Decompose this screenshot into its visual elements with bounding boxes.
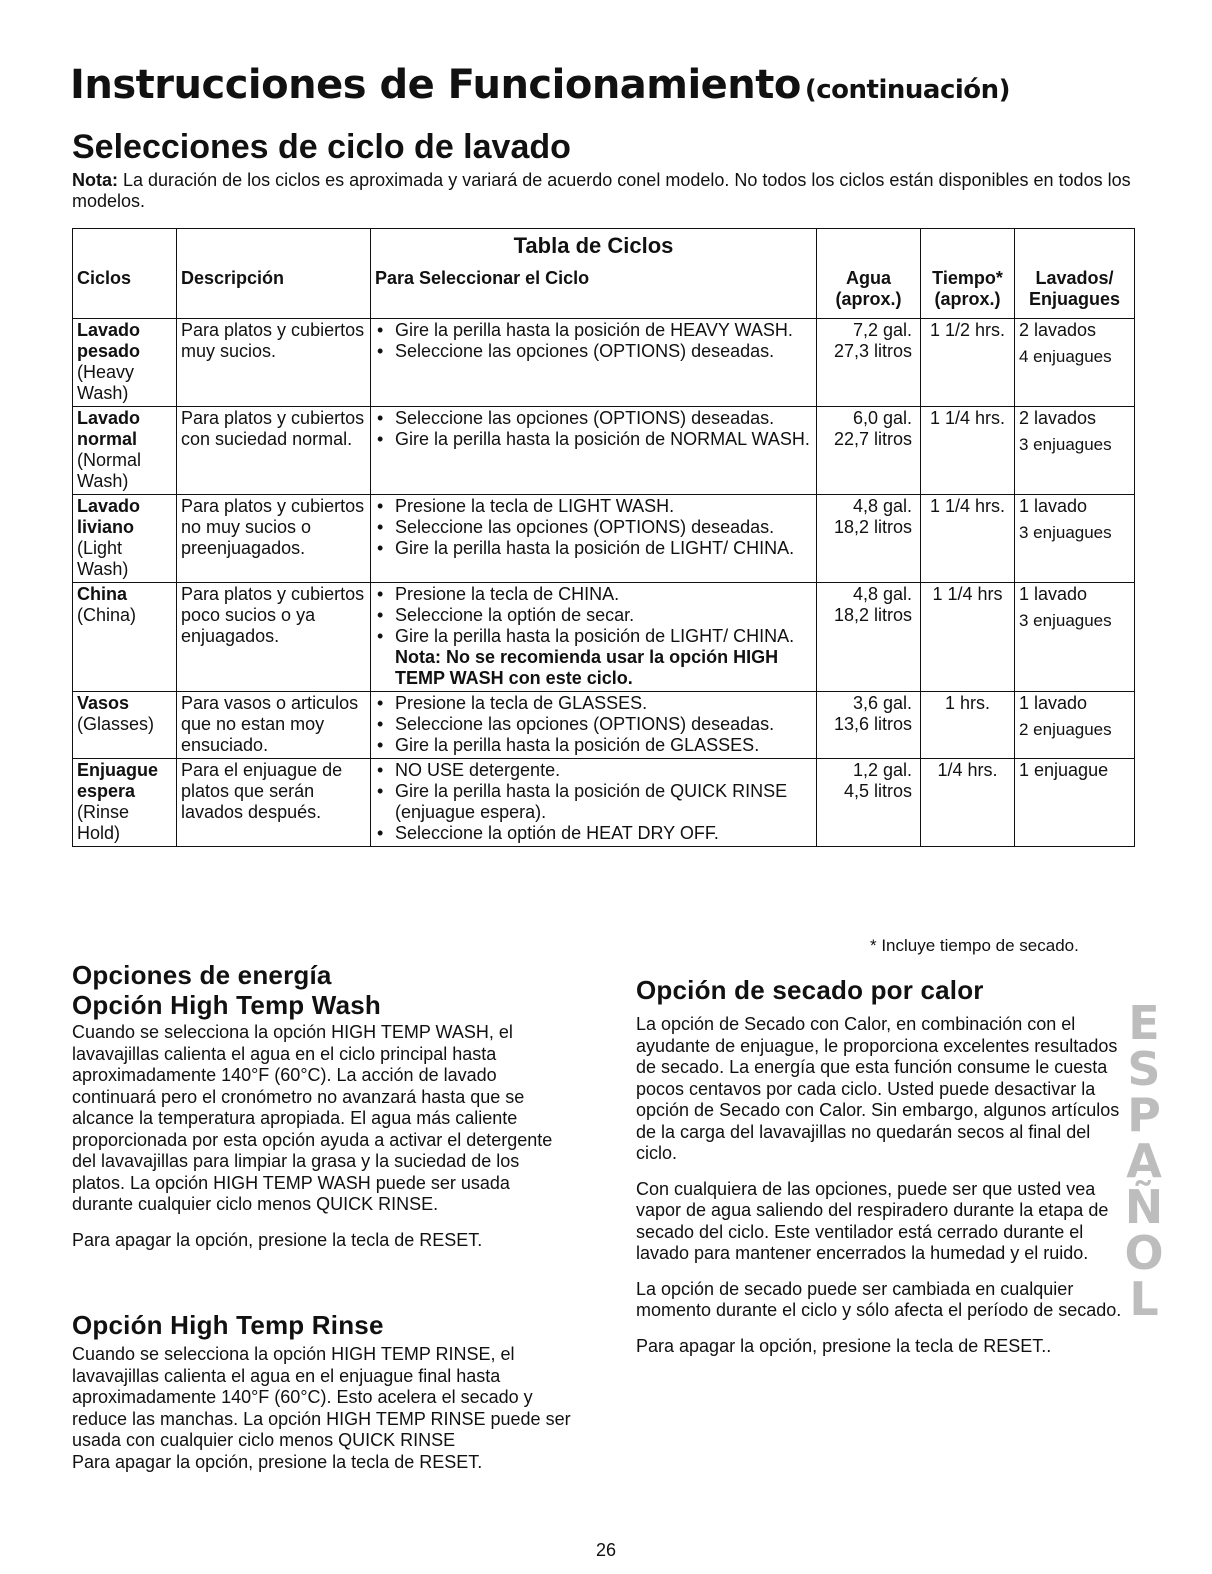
heat-dry-paragraph-2: Con cualquiera de las opciones, puede ser que usted vea vapor de agua saliendo del respiradero durante la etapa de secado del ciclo. Este ventilador está cerrado durante el lavado para mantener encerrados la humedad y el ruido.: [636, 1178, 1109, 1263]
header-seleccionar: Para Seleccionar el Ciclo: [371, 267, 817, 319]
cycle-name-cell: [73, 692, 177, 759]
side-tab-letter: O: [1124, 1226, 1164, 1280]
step-item: • Gire la perilla hasta la posición de HEAVY WASH.: [375, 320, 812, 341]
cycle-name-english: (Glasses): [77, 714, 155, 734]
side-tab-letter: S: [1127, 1042, 1161, 1096]
heat-dry-reset: Para apagar la opción, presione la tecla de RESET..: [636, 1335, 1052, 1356]
step-item: • NO USE detergente.: [375, 760, 812, 781]
side-tab-letter: Ñ: [1124, 1180, 1164, 1234]
side-tab-letter: L: [1129, 1272, 1159, 1326]
cycle-water: [817, 407, 921, 495]
page-number: 26: [595, 1540, 617, 1560]
cycle-time: 1 1/4 hrs.: [921, 407, 1015, 495]
rinses-count: 3 enjuagues: [1019, 611, 1112, 630]
washes-count: 2 lavados: [1019, 408, 1097, 428]
cycle-name-english: (Normal Wash): [77, 450, 142, 491]
cycle-name-english: (Light Wash): [77, 538, 129, 579]
water-liters: 4,5 litros: [843, 781, 912, 801]
cycle-description: Para platos y cubiertos muy sucios.: [177, 319, 371, 407]
high-temp-rinse-heading: Opción High Temp Rinse: [72, 1310, 384, 1340]
cycle-name-cell: [73, 319, 177, 407]
header-lavados: Lavados/ Enjuagues: [1015, 267, 1135, 319]
cycle-steps: [371, 319, 817, 407]
cycle-water: [817, 319, 921, 407]
note-text: La duración de los ciclos es aproximada y variará de acuerdo conel modelo. No todos los ciclos están disponibles en todos los modelos.: [72, 170, 1131, 211]
step-item: • Gire la perilla hasta la posición de NORMAL WASH.: [375, 429, 812, 450]
cycle-time: 1 1/4 hrs: [921, 583, 1015, 692]
cycle-washes-rinses: [1015, 759, 1135, 847]
cycle-time: 1 1/2 hrs.: [921, 319, 1015, 407]
side-tab-letter: E: [1128, 996, 1160, 1050]
high-temp-rinse-paragraph: Cuando se selecciona la opción HIGH TEMP RINSE, el lavavajillas calienta el agua en el enjuague final hasta aproximadamente 140°F (60°C). Esto acelera el secado y reduce las manchas. La opción HIGH TEMP RINSE puede ser usada con cualquier ciclo menos QUICK RINSE: [72, 1344, 571, 1450]
washes-count: 1 enjuague: [1019, 760, 1109, 780]
cycle-note: Nota: No se recomienda usar la opción HIGH TEMP WASH con este ciclo.: [395, 647, 779, 688]
step-item: • Seleccione las opciones (OPTIONS) deseadas.: [375, 714, 812, 735]
high-temp-wash-text: [72, 1022, 572, 1265]
step-item: • Gire la perilla hasta la posición de QUICK RINSE (enjuague espera).: [375, 781, 812, 823]
water-liters: 27,3 litros: [833, 341, 912, 361]
note-label: Nota:: [72, 170, 118, 190]
cycle-name: Lavado liviano: [77, 496, 141, 537]
step-item: • Presione la tecla de GLASSES.: [375, 693, 812, 714]
step-item: • Seleccione la optión de secar.: [375, 605, 812, 626]
high-temp-wash-paragraph: Cuando se selecciona la opción HIGH TEMP WASH, el lavavajillas calienta el agua en el ciclo principal hasta aproximadamente 140°F (60°C). La acción de lavado continuará pero el cronómetro no avanzará hasta que se alcance la temperatura apropiada. El agua más caliente proporcionada por esta opción ayuda a activar el detergente del lavavajillas para limpiar la grasa y la suciedad de los platos. La opción HIGH TEMP WASH puede ser usada durante cualquier ciclo menos QUICK RINSE.: [72, 1022, 553, 1214]
cycle-washes-rinses: [1015, 583, 1135, 692]
cycle-name-english: (Rinse Hold): [77, 802, 130, 843]
rinses-count: 3 enjuagues: [1019, 435, 1112, 454]
page-subtitle: (continuación): [804, 75, 1011, 105]
washes-count: 2 lavados: [1019, 320, 1097, 340]
water-gallons: 4,8 gal.: [852, 584, 912, 604]
step-item: • Seleccione las opciones (OPTIONS) deseadas.: [375, 408, 812, 429]
cycle-name-english: (China): [77, 605, 137, 625]
table-row: [73, 583, 1135, 692]
cycle-name: Lavado normal: [77, 408, 141, 449]
heat-dry-paragraph-3: La opción de secado puede ser cambiada en cualquier momento durante el ciclo y sólo afecta el período de secado.: [636, 1278, 1122, 1320]
cycle-name: Vasos: [77, 693, 130, 713]
washes-count: 1 lavado: [1019, 693, 1088, 713]
water-liters: 13,6 litros: [833, 714, 912, 734]
header-descripcion: Descripción: [177, 267, 371, 319]
cycle-steps: [371, 583, 817, 692]
table-header-row: [73, 267, 1135, 319]
steps-list: [375, 760, 812, 844]
side-tab-letter: A: [1126, 1134, 1162, 1188]
washes-count: 1 lavado: [1019, 496, 1088, 516]
table-footnote: * Incluye tiempo de secado.: [870, 936, 1079, 955]
high-temp-rinse-text: [72, 1344, 572, 1487]
table-row: [73, 495, 1135, 583]
table-row: [73, 759, 1135, 847]
cycle-washes-rinses: [1015, 407, 1135, 495]
rinses-count: 4 enjuagues: [1019, 347, 1112, 366]
water-liters: 22,7 litros: [833, 429, 912, 449]
cycle-time: 1/4 hrs.: [921, 759, 1015, 847]
heat-dry-heading: Opción de secado por calor: [636, 975, 984, 1005]
high-temp-wash-reset: Para apagar la opción, presione la tecla de RESET.: [72, 1229, 483, 1250]
cycle-name-english: (Heavy Wash): [77, 362, 135, 403]
cycle-water: [817, 583, 921, 692]
steps-list: [375, 584, 812, 647]
steps-list: [375, 496, 812, 559]
step-item: • Gire la perilla hasta la posición de LIGHT/ CHINA.: [375, 538, 812, 559]
water-gallons: 7,2 gal.: [852, 320, 912, 340]
header-agua: Agua (aprox.): [817, 267, 921, 319]
table-row: [73, 407, 1135, 495]
cycle-table: [72, 228, 1135, 847]
cycle-description: Para el enjuague de platos que serán lavados después.: [177, 759, 371, 847]
cycle-water: [817, 495, 921, 583]
rinses-count: 2 enjuagues: [1019, 720, 1112, 739]
cycle-description: Para vasos o articulos que no estan moy ensuciado.: [177, 692, 371, 759]
cycle-name-cell: [73, 583, 177, 692]
cycle-name-cell: [73, 495, 177, 583]
energy-options-heading: Opciones de energía: [72, 960, 332, 990]
cycle-description: Para platos y cubiertos con suciedad normal.: [177, 407, 371, 495]
steps-list: [375, 693, 812, 756]
cycle-washes-rinses: [1015, 495, 1135, 583]
water-liters: 18,2 litros: [833, 517, 912, 537]
cycle-water: [817, 759, 921, 847]
header-ciclos: Ciclos: [73, 267, 177, 319]
side-tab-letter: P: [1127, 1088, 1161, 1142]
step-item: • Gire la perilla hasta la posición de GLASSES.: [375, 735, 812, 756]
cycle-water: [817, 692, 921, 759]
high-temp-wash-heading: Opción High Temp Wash: [72, 990, 381, 1020]
cycle-steps: [371, 495, 817, 583]
section-note: [72, 170, 1132, 212]
cycle-washes-rinses: [1015, 692, 1135, 759]
step-item: • Gire la perilla hasta la posición de LIGHT/ CHINA.: [375, 626, 812, 647]
step-item: • Presione la tecla de CHINA.: [375, 584, 812, 605]
high-temp-rinse-reset: Para apagar la opción, presione la tecla de RESET.: [72, 1451, 483, 1472]
cycle-name: Lavado pesado: [77, 320, 141, 361]
water-gallons: 1,2 gal.: [852, 760, 912, 780]
heat-dry-text: [636, 1014, 1126, 1371]
cycle-steps: [371, 407, 817, 495]
table-row: [73, 319, 1135, 407]
section-title: Selecciones de ciclo de lavado: [72, 128, 571, 166]
water-gallons: 4,8 gal.: [852, 496, 912, 516]
table-row: [73, 692, 1135, 759]
washes-count: 1 lavado: [1019, 584, 1088, 604]
cycle-rows: [73, 319, 1135, 847]
rinses-count: 3 enjuagues: [1019, 523, 1112, 542]
cycle-name-cell: [73, 407, 177, 495]
step-item: • Seleccione las opciones (OPTIONS) deseadas.: [375, 517, 812, 538]
header-tiempo: Tiempo* (aprox.): [921, 267, 1015, 319]
water-gallons: 6,0 gal.: [852, 408, 912, 428]
steps-list: [375, 408, 812, 450]
cycle-washes-rinses: [1015, 319, 1135, 407]
cycle-description: Para platos y cubiertos poco sucios o ya enjuagados.: [177, 583, 371, 692]
heat-dry-paragraph-1: La opción de Secado con Calor, en combinación con el ayudante de enjuague, le proporciona excelentes resultados de secado. La energía que esta función consume le cuesta pocos centavos por cada ciclo. Usted puede desactivar la opción de Secado con Calor. Sin embargo, algunos artículos de la carga del lavavajillas no quedarán secos al final del ciclo.: [636, 1014, 1120, 1163]
cycle-time: 1 1/4 hrs.: [921, 495, 1015, 583]
step-item: • Presione la tecla de LIGHT WASH.: [375, 496, 812, 517]
language-side-tab: [1124, 996, 1164, 1326]
step-item: • Seleccione la optión de HEAT DRY OFF.: [375, 823, 812, 844]
cycle-steps: [371, 692, 817, 759]
steps-list: [375, 320, 812, 362]
cycle-name-cell: [73, 759, 177, 847]
cycle-name: Enjuague espera: [77, 760, 159, 801]
page-title: Instrucciones de Funcionamiento (continuación): [70, 62, 1011, 108]
cycle-name: China: [77, 584, 128, 604]
table-caption: Tabla de Ciclos: [371, 229, 817, 268]
water-gallons: 3,6 gal.: [852, 693, 912, 713]
step-item: • Seleccione las opciones (OPTIONS) deseadas.: [375, 341, 812, 362]
cycle-time: 1 hrs.: [921, 692, 1015, 759]
cycle-steps: [371, 759, 817, 847]
cycle-description: Para platos y cubiertos no muy sucios o preenjuagados.: [177, 495, 371, 583]
water-liters: 18,2 litros: [833, 605, 912, 625]
